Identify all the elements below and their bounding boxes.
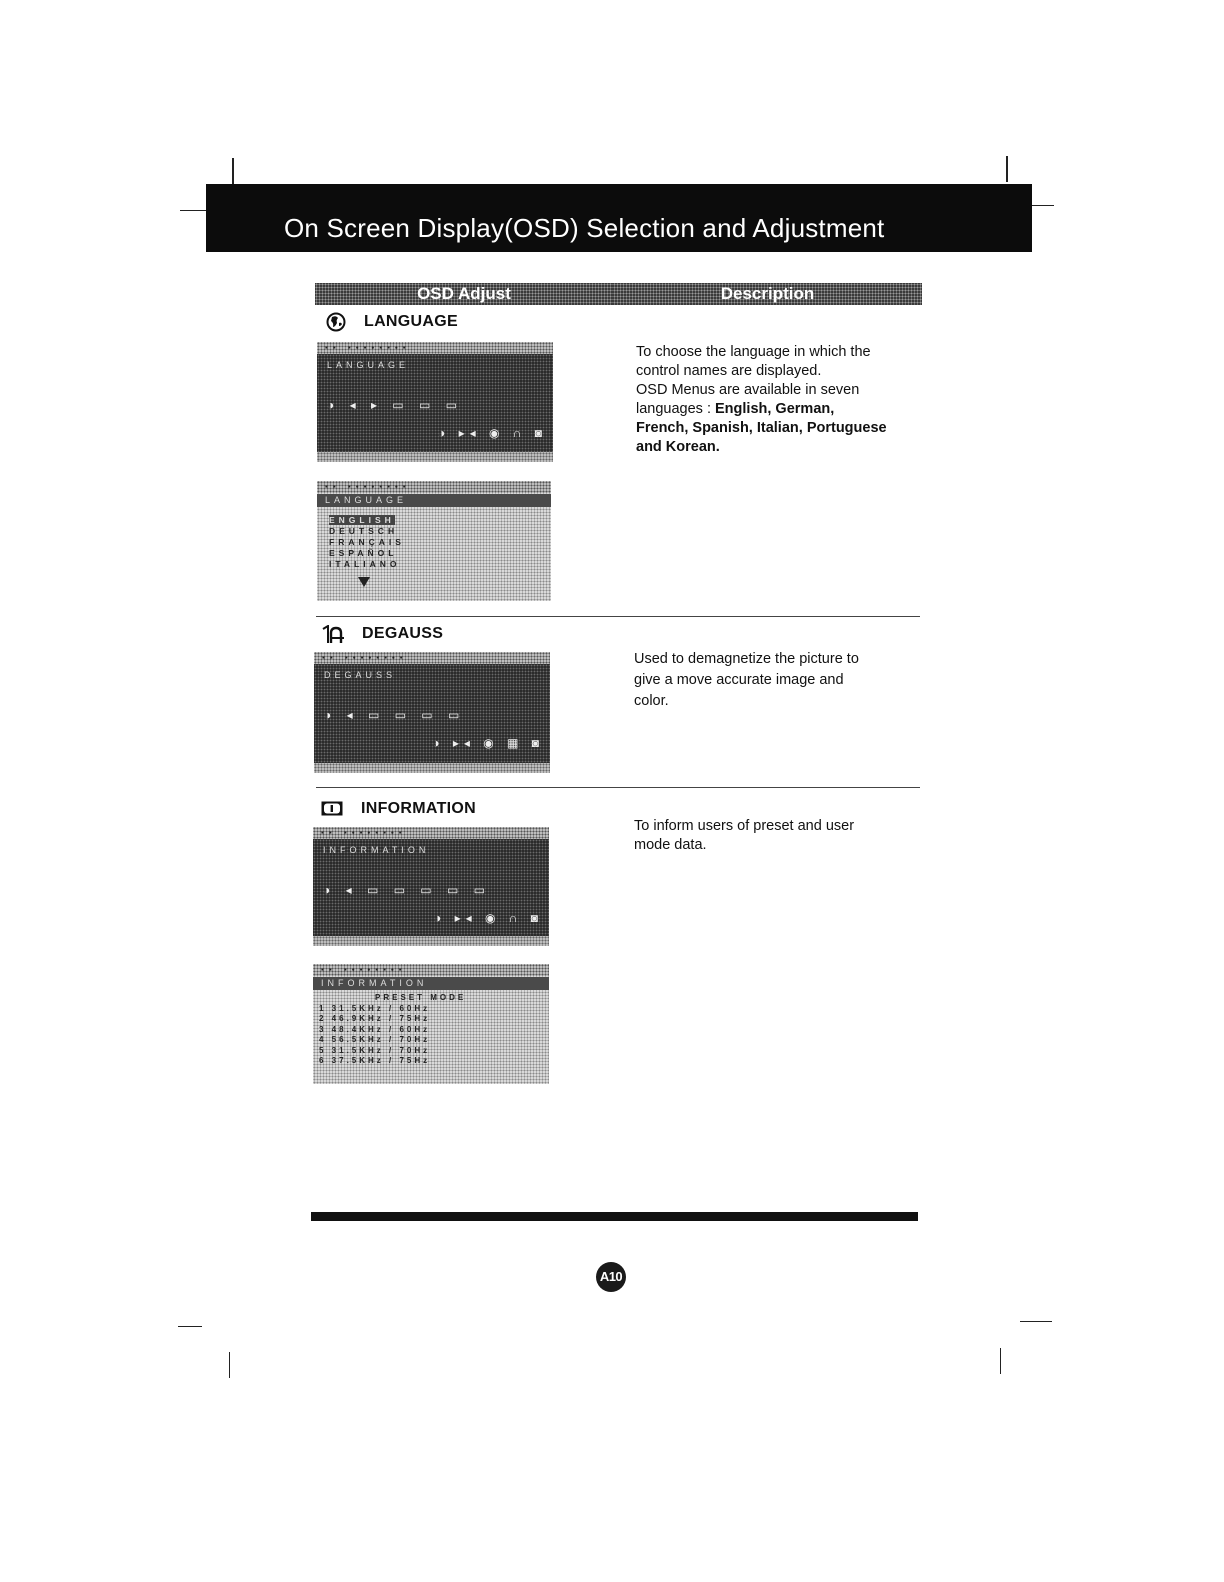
language-option: FRANÇAIS bbox=[329, 537, 405, 547]
crop-mark bbox=[1032, 205, 1054, 206]
crop-mark bbox=[178, 1326, 202, 1327]
osd-screen-language-main bbox=[317, 342, 553, 462]
section-title-language: LANGUAGE bbox=[364, 313, 458, 330]
preset-row: 2 46.9KHz / 75Hz bbox=[319, 1014, 431, 1023]
language-option: ENGLISH bbox=[329, 515, 395, 525]
osd-screen-information-main bbox=[313, 827, 549, 946]
preset-heading: PRESET MODE bbox=[375, 993, 467, 1002]
description-bold: and Korean. bbox=[636, 439, 720, 455]
osd-bottom-bar bbox=[313, 936, 549, 946]
osd-bottom-bar bbox=[317, 452, 553, 462]
crop-mark bbox=[1006, 156, 1008, 182]
language-list bbox=[329, 515, 405, 570]
description-line: give a move accurate image and bbox=[634, 672, 844, 688]
menu-dots: ▪▪ ▪▪▪▪▪▪▪▪ bbox=[322, 653, 408, 662]
language-option: ITALIANO bbox=[329, 559, 401, 569]
description-line: color. bbox=[634, 693, 669, 709]
osd-top-bar bbox=[317, 342, 553, 354]
description-line: To inform users of preset and user bbox=[634, 818, 855, 834]
description-information bbox=[634, 817, 924, 855]
description-text: languages : bbox=[636, 401, 716, 417]
menu-dots: ▪▪ ▪▪▪▪▪▪▪▪ bbox=[325, 343, 411, 352]
column-header-description: Description bbox=[613, 283, 922, 305]
osd-top-bar bbox=[317, 481, 551, 493]
scroll-down-arrow-icon bbox=[358, 577, 370, 587]
osd-screen-information-preset bbox=[313, 964, 549, 1084]
osd-icon-row-1: ◑ ◂ ▭ ▭ ▭ ▭ ▭ bbox=[323, 883, 491, 897]
globe-icon bbox=[326, 312, 346, 332]
column-header-osd-adjust: OSD Adjust bbox=[315, 283, 613, 305]
crop-mark bbox=[1000, 1348, 1001, 1374]
page-title: On Screen Display(OSD) Selection and Adjustment bbox=[284, 213, 885, 243]
osd-menu-label: LANGUAGE bbox=[327, 360, 410, 370]
footer-bar bbox=[311, 1212, 918, 1221]
section-divider bbox=[316, 787, 920, 788]
menu-dots: ▪▪ ▪▪▪▪▪▪▪▪ bbox=[325, 482, 411, 491]
preset-row: 4 56.5KHz / 70Hz bbox=[319, 1035, 431, 1044]
section-title-degauss: DEGAUSS bbox=[362, 625, 444, 642]
description-line: Used to demagnetize the picture to bbox=[634, 651, 859, 667]
osd-menu-label: LANGUAGE bbox=[317, 494, 551, 507]
preset-row: 5 31.5KHz / 70Hz bbox=[319, 1045, 431, 1055]
language-option: DEUTSCH bbox=[329, 526, 399, 536]
preset-mode-list bbox=[319, 993, 466, 1067]
description-line: OSD Menus are available in seven bbox=[636, 382, 860, 398]
osd-top-bar bbox=[314, 652, 550, 664]
osd-menu-label: INFORMATION bbox=[313, 977, 549, 990]
description-line bbox=[636, 419, 936, 438]
osd-menu-label: DEGAUSS bbox=[324, 670, 397, 680]
osd-screen-language-list bbox=[317, 481, 551, 601]
osd-top-bar bbox=[313, 964, 549, 976]
osd-bottom-bar bbox=[314, 763, 550, 773]
page-number-badge: A10 bbox=[596, 1262, 626, 1292]
osd-icon-row-1: ◑ ◂ ▭ ▭ ▭ ▭ bbox=[324, 708, 466, 722]
section-divider bbox=[316, 616, 920, 617]
description-line bbox=[636, 400, 936, 419]
crop-mark bbox=[1020, 1321, 1052, 1322]
preset-row: 6 37.5KHz / 75Hz bbox=[319, 1056, 431, 1065]
language-option: ESPAÑOL bbox=[329, 548, 398, 558]
description-bold: French, Spanish, Italian, Portuguese bbox=[636, 420, 887, 436]
information-icon bbox=[321, 801, 343, 816]
osd-menu-label: INFORMATION bbox=[323, 845, 430, 855]
description-degauss bbox=[634, 649, 924, 712]
menu-dots: ▪▪ ▪▪▪▪▪▪▪▪ bbox=[321, 965, 407, 974]
osd-screen-degauss bbox=[314, 652, 550, 773]
section-title-information: INFORMATION bbox=[361, 800, 476, 817]
description-line: mode data. bbox=[634, 837, 707, 853]
degauss-icon bbox=[322, 625, 346, 645]
preset-row: 1 31.5KHz / 60Hz bbox=[319, 1003, 431, 1013]
description-line bbox=[636, 438, 936, 457]
osd-icon-row-2: ◑ ▸◂ ◉ ▦ ◙ bbox=[432, 736, 544, 750]
osd-icon-row-2: ◑ ▸◂ ◉ ∩ ◙ bbox=[438, 426, 547, 440]
menu-dots: ▪▪ ▪▪▪▪▪▪▪▪ bbox=[321, 828, 407, 837]
crop-mark bbox=[180, 210, 206, 211]
crop-mark bbox=[229, 1352, 230, 1378]
osd-icon-row-1: ◑ ◂ ▸ ▭ ▭ ▭ bbox=[327, 398, 463, 412]
description-bold: English, German, bbox=[715, 401, 835, 417]
crop-mark bbox=[232, 158, 234, 184]
preset-row: 3 48.4KHz / 60Hz bbox=[319, 1024, 431, 1034]
description-line: control names are displayed. bbox=[636, 363, 822, 379]
description-line: To choose the language in which the bbox=[636, 344, 871, 360]
osd-top-bar bbox=[313, 827, 549, 839]
osd-icon-row-2: ◑ ▸◂ ◉ ∩ ◙ bbox=[434, 911, 543, 925]
description-language bbox=[636, 343, 936, 457]
